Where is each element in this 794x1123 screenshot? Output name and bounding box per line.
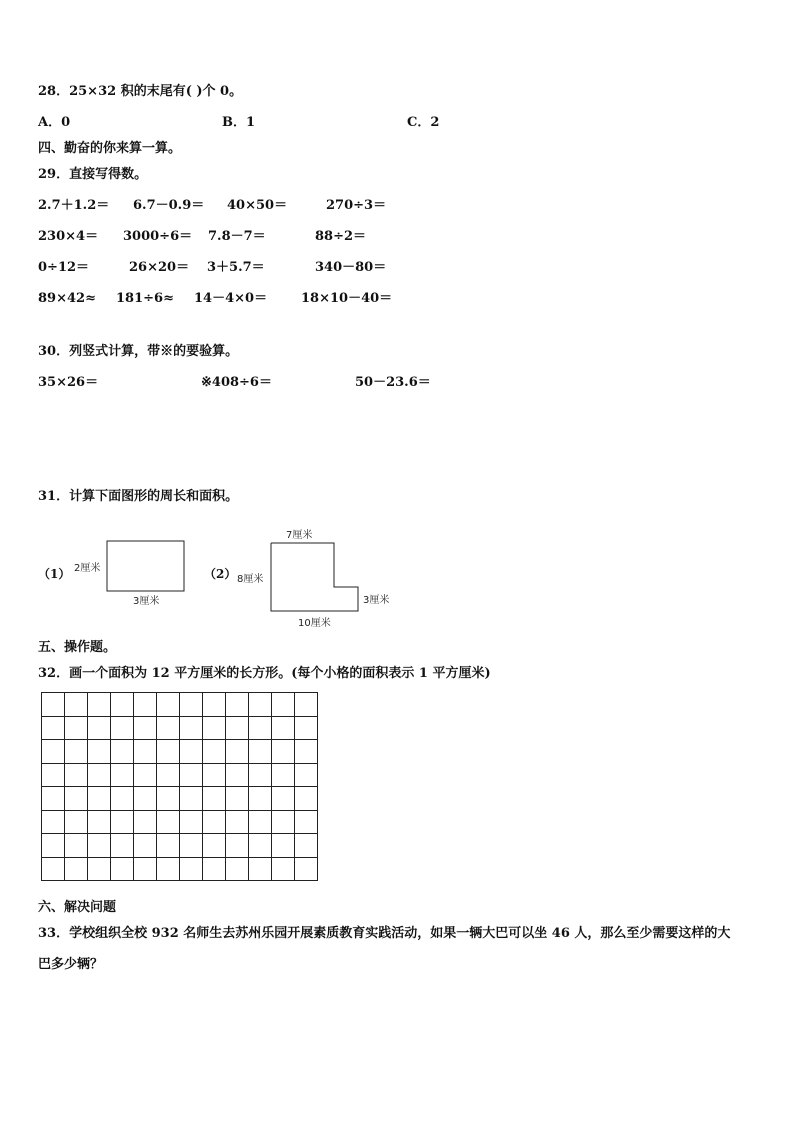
grid-row xyxy=(42,787,318,811)
grid-cell[interactable] xyxy=(249,763,272,787)
q29-item: 14－4×0＝ xyxy=(194,291,268,306)
grid-cell[interactable] xyxy=(272,787,295,811)
grid-cell[interactable] xyxy=(180,693,203,717)
grid-cell[interactable] xyxy=(295,834,318,858)
q29-item: 2.7＋1.2＝ xyxy=(38,198,110,213)
grid-cell[interactable] xyxy=(42,740,65,764)
grid-cell[interactable] xyxy=(157,787,180,811)
grid-cell[interactable] xyxy=(272,763,295,787)
grid-cell[interactable] xyxy=(249,740,272,764)
grid-cell[interactable] xyxy=(203,740,226,764)
grid-row xyxy=(42,857,318,881)
figure-2-shape xyxy=(271,543,358,611)
grid-cell[interactable] xyxy=(203,693,226,717)
figure-2-top-label: 7厘米 xyxy=(286,530,313,541)
grid-cell[interactable] xyxy=(157,857,180,881)
grid-cell[interactable] xyxy=(272,810,295,834)
grid-cell[interactable] xyxy=(42,693,65,717)
q29-item: 0÷12＝ xyxy=(38,260,90,275)
figure-2-bottom-label: 10厘米 xyxy=(298,618,331,629)
grid-cell[interactable] xyxy=(111,834,134,858)
grid-cell[interactable] xyxy=(180,834,203,858)
grid-cell[interactable] xyxy=(65,693,88,717)
grid-cell[interactable] xyxy=(111,716,134,740)
grid-cell[interactable] xyxy=(111,787,134,811)
grid-cell[interactable] xyxy=(157,716,180,740)
drawing-grid[interactable] xyxy=(41,692,318,881)
grid-cell[interactable] xyxy=(157,810,180,834)
q29-item: 270÷3＝ xyxy=(326,198,387,213)
q29-item: 7.8－7＝ xyxy=(208,229,266,244)
q30-stem: 30．列竖式计算，带※的要验算。 xyxy=(38,344,239,359)
grid-cell[interactable] xyxy=(226,834,249,858)
grid-cell[interactable] xyxy=(272,716,295,740)
grid-cell[interactable] xyxy=(88,740,111,764)
grid-cell[interactable] xyxy=(88,810,111,834)
figure-2-left-label: 8厘米 xyxy=(237,574,264,585)
grid-row xyxy=(42,693,318,717)
q29-item: 26×20＝ xyxy=(129,260,190,275)
grid-cell[interactable] xyxy=(111,857,134,881)
grid-cell[interactable] xyxy=(134,834,157,858)
grid-cell[interactable] xyxy=(249,693,272,717)
section-6-heading: 六、解决问题 xyxy=(38,900,117,915)
grid-cell[interactable] xyxy=(295,763,318,787)
q28-option-c: C．2 xyxy=(407,115,440,130)
q28-stem: 28．25×32 积的末尾有( )个 0。 xyxy=(38,84,243,99)
grid-cell[interactable] xyxy=(134,787,157,811)
figure-1-width-label: 3厘米 xyxy=(133,596,160,607)
q29-item: 230×4＝ xyxy=(38,229,99,244)
grid-cell[interactable] xyxy=(295,810,318,834)
grid-cell[interactable] xyxy=(134,740,157,764)
grid-cell[interactable] xyxy=(111,763,134,787)
q29-item: 18×10－40＝ xyxy=(301,291,393,306)
grid-cell[interactable] xyxy=(203,857,226,881)
grid-cell[interactable] xyxy=(226,740,249,764)
grid-cell[interactable] xyxy=(134,857,157,881)
grid-cell[interactable] xyxy=(180,740,203,764)
grid-cell[interactable] xyxy=(249,810,272,834)
grid-cell[interactable] xyxy=(226,693,249,717)
grid-cell[interactable] xyxy=(42,763,65,787)
grid-cell[interactable] xyxy=(203,810,226,834)
figure-2-label: （2） xyxy=(204,567,237,581)
grid-cell[interactable] xyxy=(180,787,203,811)
grid-cell[interactable] xyxy=(180,857,203,881)
figure-1-height-label: 2厘米 xyxy=(74,563,101,574)
grid-cell[interactable] xyxy=(180,810,203,834)
grid-cell[interactable] xyxy=(157,834,180,858)
grid-cell[interactable] xyxy=(88,857,111,881)
q29-item: 3000÷6＝ xyxy=(123,229,193,244)
q30-item: ※408÷6＝ xyxy=(201,375,272,390)
grid-cell[interactable] xyxy=(111,810,134,834)
grid-cell[interactable] xyxy=(295,857,318,881)
q29-item: 40×50＝ xyxy=(227,198,288,213)
figure-1-rectangle xyxy=(107,541,184,591)
grid-cell[interactable] xyxy=(295,787,318,811)
grid-row xyxy=(42,834,318,858)
grid-cell[interactable] xyxy=(249,834,272,858)
grid-cell[interactable] xyxy=(226,857,249,881)
grid-cell[interactable] xyxy=(134,810,157,834)
grid-cell[interactable] xyxy=(88,716,111,740)
grid-cell[interactable] xyxy=(134,716,157,740)
q30-item: 50－23.6＝ xyxy=(355,375,431,390)
grid-cell[interactable] xyxy=(295,740,318,764)
grid-cell[interactable] xyxy=(65,810,88,834)
grid-cell[interactable] xyxy=(157,740,180,764)
grid-cell[interactable] xyxy=(111,740,134,764)
q29-stem: 29．直接写得数。 xyxy=(38,167,148,182)
q32-stem: 32．画一个面积为 12 平方厘米的长方形。(每个小格的面积表示 1 平方厘米) xyxy=(38,666,491,681)
grid-cell[interactable] xyxy=(226,716,249,740)
grid-cell[interactable] xyxy=(65,857,88,881)
q29-item: 181÷6≈ xyxy=(116,291,174,306)
grid-cell[interactable] xyxy=(272,834,295,858)
section-5-heading: 五、操作题。 xyxy=(38,640,117,655)
q31-stem: 31．计算下面图形的周长和面积。 xyxy=(38,489,239,504)
grid-cell[interactable] xyxy=(180,763,203,787)
grid-cell[interactable] xyxy=(226,763,249,787)
grid-row xyxy=(42,763,318,787)
figure-2-step-label: 3厘米 xyxy=(363,595,390,606)
figure-1-label: （1） xyxy=(38,567,71,581)
grid-cell[interactable] xyxy=(203,763,226,787)
grid-row xyxy=(42,810,318,834)
grid-cell[interactable] xyxy=(272,693,295,717)
q33-stem-line-2: 巴多少辆？ xyxy=(38,957,104,972)
grid-cell[interactable] xyxy=(226,810,249,834)
grid-cell[interactable] xyxy=(203,834,226,858)
grid-row xyxy=(42,716,318,740)
grid-cell[interactable] xyxy=(42,810,65,834)
grid-cell[interactable] xyxy=(295,716,318,740)
grid-cell[interactable] xyxy=(42,834,65,858)
section-4-heading: 四、勤奋的你来算一算。 xyxy=(38,141,182,156)
q29-item: 88÷2＝ xyxy=(315,229,367,244)
grid-cell[interactable] xyxy=(65,763,88,787)
grid-cell[interactable] xyxy=(249,716,272,740)
grid-cell[interactable] xyxy=(88,834,111,858)
grid-cell[interactable] xyxy=(88,763,111,787)
grid-cell[interactable] xyxy=(88,693,111,717)
grid-cell[interactable] xyxy=(272,740,295,764)
grid-cell[interactable] xyxy=(88,787,111,811)
grid-cell[interactable] xyxy=(65,716,88,740)
grid-cell[interactable] xyxy=(226,787,249,811)
q29-item: 3＋5.7＝ xyxy=(207,260,265,275)
grid-cell[interactable] xyxy=(42,716,65,740)
grid-cell[interactable] xyxy=(65,740,88,764)
grid-cell[interactable] xyxy=(203,716,226,740)
grid-cell[interactable] xyxy=(272,857,295,881)
q29-item: 6.7－0.9＝ xyxy=(133,198,205,213)
grid-cell[interactable] xyxy=(42,787,65,811)
grid-cell[interactable] xyxy=(134,763,157,787)
grid-cell[interactable] xyxy=(249,787,272,811)
q29-item: 89×42≈ xyxy=(38,291,96,306)
grid-cell[interactable] xyxy=(249,857,272,881)
grid-cell[interactable] xyxy=(180,716,203,740)
grid-cell[interactable] xyxy=(134,693,157,717)
q30-item: 35×26＝ xyxy=(38,375,99,390)
q33-stem-line-1: 33．学校组织全校 932 名师生去苏州乐园开展素质教育实践活动，如果一辆大巴可以坐 46 人，那么至少需要这样的大 xyxy=(38,926,731,941)
grid-cell[interactable] xyxy=(157,763,180,787)
grid-cell[interactable] xyxy=(295,693,318,717)
q29-item: 340－80＝ xyxy=(315,260,387,275)
grid-cell[interactable] xyxy=(65,834,88,858)
grid-cell[interactable] xyxy=(157,693,180,717)
grid-cell[interactable] xyxy=(203,787,226,811)
q28-option-a: A．0 xyxy=(38,115,71,130)
grid-cell[interactable] xyxy=(65,787,88,811)
grid-cell[interactable] xyxy=(42,857,65,881)
grid-row xyxy=(42,740,318,764)
q28-option-b: B．1 xyxy=(222,115,256,130)
grid-cell[interactable] xyxy=(111,693,134,717)
